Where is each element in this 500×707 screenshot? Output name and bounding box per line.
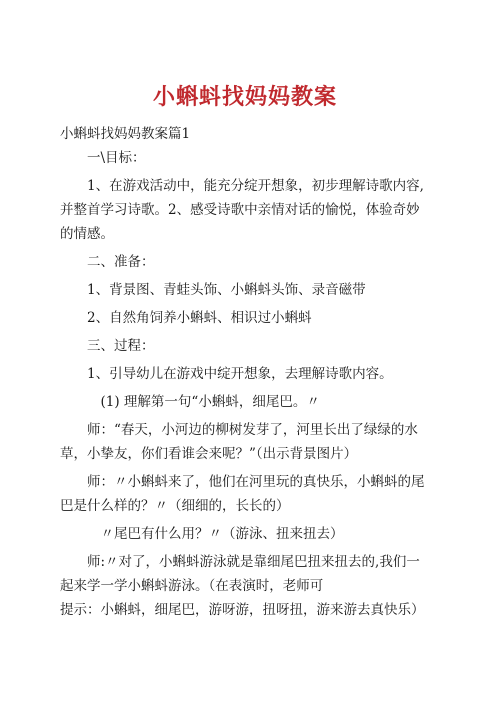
- paragraph-teacher-2: 师：〃小蝌蚪来了，他们在河里玩的真快乐，小蝌蚪的尾巴是什么样的？〃（细细的，长长的）: [60, 474, 425, 514]
- prep-item-1: 1、背景图、青蛙头饰、小蝌蚪头饰、录音磁带: [87, 282, 366, 298]
- process-heading: 三、过程：: [87, 338, 155, 354]
- document-title: 小蝌蚪找妈妈教案: [152, 84, 337, 110]
- paragraph-teacher-3: 师:〃对了，小蝌蚪游泳就是靠细尾巴扭来扭去的,我们一起来学一学小蝌蚪游泳。（在表演时，老师可: [60, 554, 420, 594]
- process-subitem-1: (1) 理解第一句“小蝌蚪，细尾巴。〃: [100, 394, 320, 410]
- paragraph-question: 〃尾巴有什么用？〃（游泳、扭来扭去）: [100, 526, 344, 542]
- prep-heading: 二、准备：: [87, 254, 155, 270]
- process-item-1: 1、引导幼儿在游戏中绽开想象，去理解诗歌内容。: [87, 366, 393, 382]
- document-subtitle: 小蝌蚪找妈妈教案篇1: [60, 126, 191, 142]
- goal-paragraph: 1、在游戏活动中，能充分绽开想象，初步理解诗歌内容,并整首学习诗歌。2、感受诗歌中亲情对话的愉悦，体验奇妙的情感。: [60, 178, 424, 242]
- prep-item-2: 2、自然角饲养小蝌蚪、相识过小蝌蚪: [87, 310, 312, 326]
- goal-heading: 一\目标：: [87, 150, 146, 166]
- paragraph-hint: 提示：小蝌蚪，细尾巴，游呀游，扭呀扭，游来游去真快乐）: [60, 602, 425, 618]
- paragraph-teacher-1: 师：“春天，小河边的柳树发芽了，河里长出了绿绿的水草，小挚友，你们看谁会来呢？”（出示背景图片）: [60, 422, 418, 462]
